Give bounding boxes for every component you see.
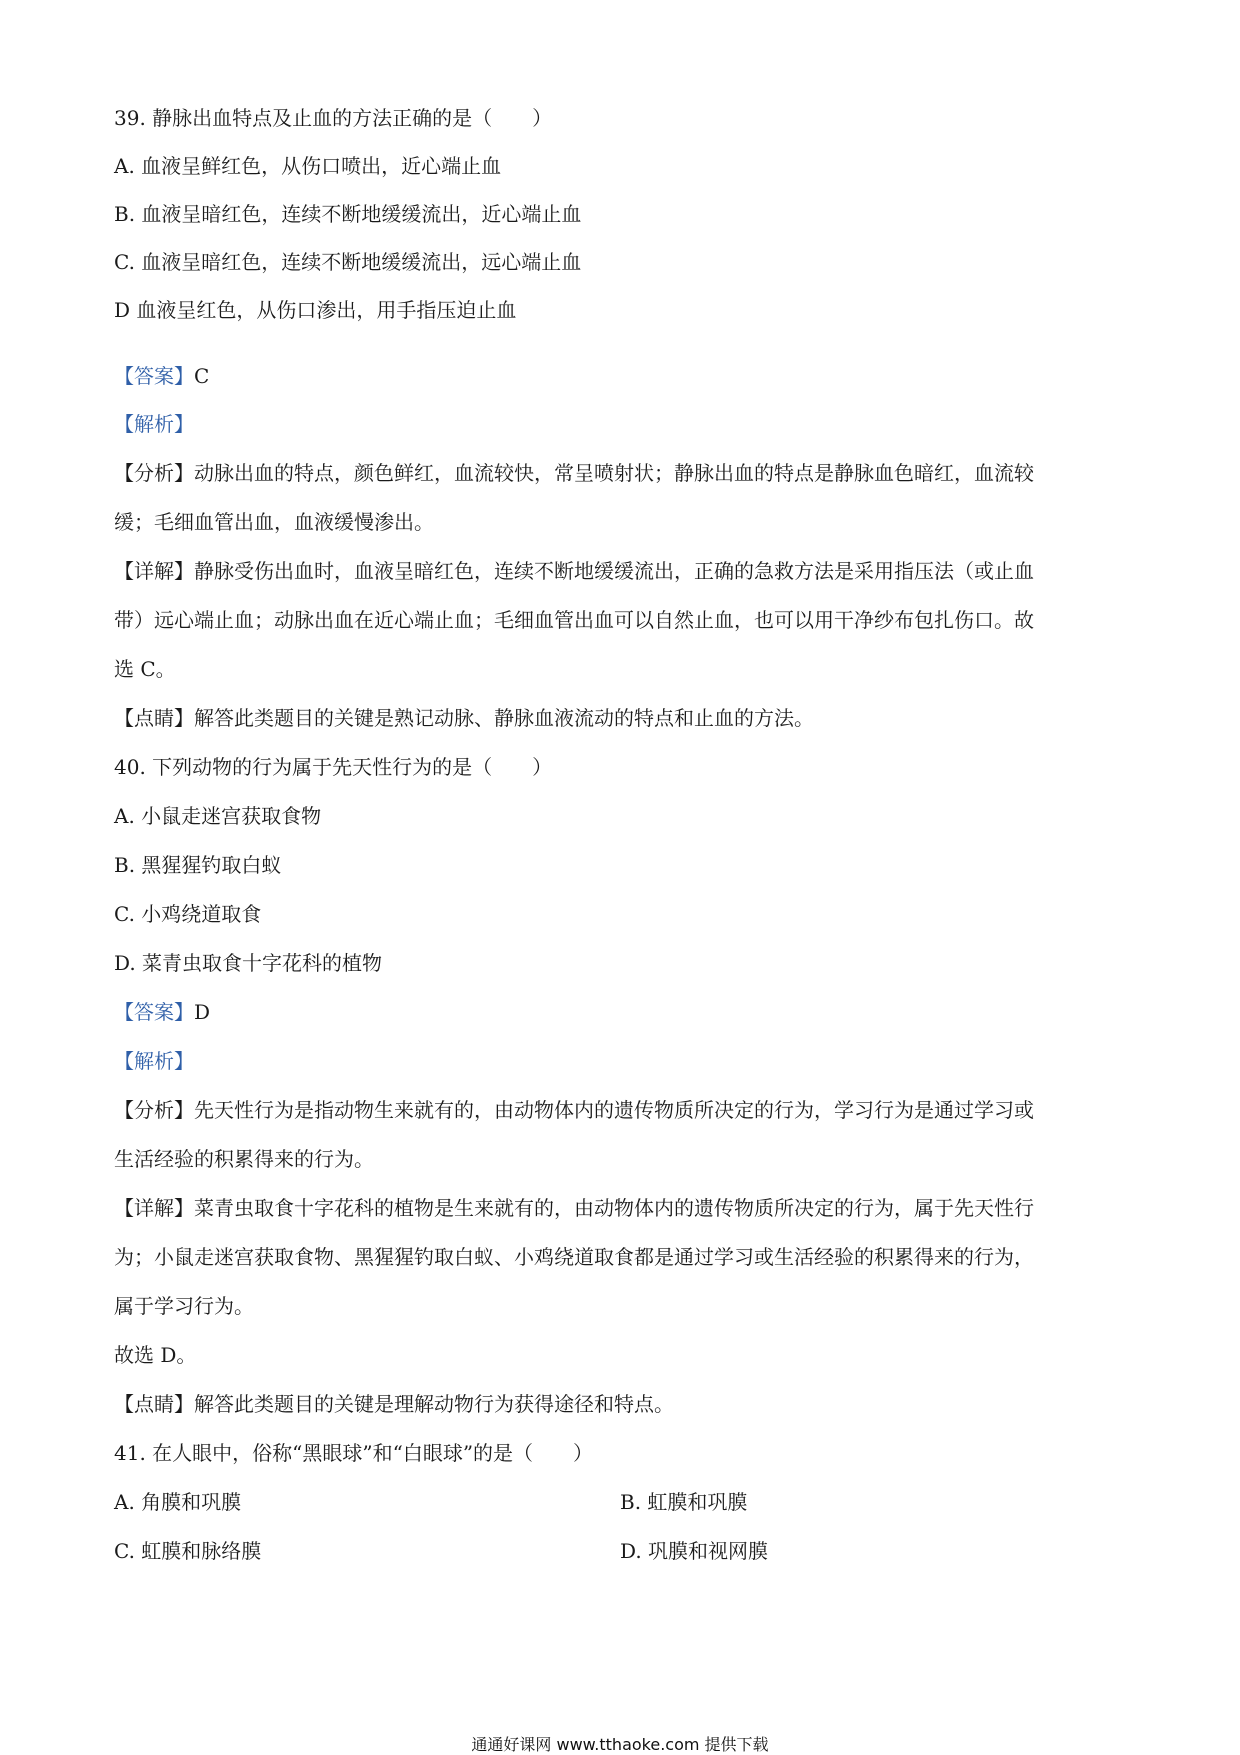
dianjing-tag: 【点睛】 [114,1392,194,1416]
answer-value: C [194,364,210,388]
answer-tag: 【答案】 [114,364,194,388]
analysis-tag: 【解析】 [114,412,194,436]
q40-stem: 40. 下列动物的行为属于先天性行为的是（ ） [114,755,553,779]
q40-xiangjie-line-3: 属于学习行为。 [114,1294,254,1318]
q40-guxuan-line: 故选 D。 [114,1343,197,1367]
q39-option-a: A. 血液呈鲜红色，从伤口喷出，近心端止血 [114,154,502,178]
q40-dianjing-line [114,1390,1134,1418]
q41-option-b: B. 虹膜和巩膜 [620,1490,748,1514]
q40-fenxi-line-1 [114,1096,1134,1124]
answer-tag: 【答案】 [114,1000,194,1024]
q41-option-a: A. 角膜和巩膜 [114,1490,242,1514]
xiangjie-tag: 【详解】 [114,559,194,583]
q39-option-d: D 血液呈红色，从伤口渗出，用手指压迫止血 [114,298,517,322]
q40-xiangjie-line-2: 为；小鼠走迷宫获取食物、黑猩猩钓取白蚁、小鸡绕道取食都是通过学习或生活经验的积累得来的行为， [114,1245,1034,1269]
q39-analysis-line [114,410,1134,438]
answer-value: D [194,1000,211,1024]
dianjing-tag: 【点睛】 [114,706,194,730]
q39-stem: 39. 静脉出血特点及止血的方法正确的是（ ） [114,106,553,130]
dianjing-text: 解答此类题目的关键是熟记动脉、静脉血液流动的特点和止血的方法。 [194,706,814,730]
q39-xiangjie-line-1 [114,557,1134,585]
q39-dianjing-line [114,704,1134,732]
q39-option-b: B. 血液呈暗红色，连续不断地缓缓流出，近心端止血 [114,202,582,226]
page-footer: 通通好课网 www.tthaoke.com 提供下载 [471,1735,769,1754]
q40-answer-line [114,998,1134,1026]
q39-fenxi-line-1 [114,459,1134,487]
fenxi-text: 先天性行为是指动物生来就有的，由动物体内的遗传物质所决定的行为，学习行为是通过学习或 [194,1098,1034,1122]
dianjing-text: 解答此类题目的关键是理解动物行为获得途径和特点。 [194,1392,674,1416]
q39-option-c: C. 血液呈暗红色，连续不断地缓缓流出，远心端止血 [114,250,582,274]
xiangjie-text: 静脉受伤出血时，血液呈暗红色，连续不断地缓缓流出，正确的急救方法是采用指压法（或止血 [194,559,1034,583]
q40-analysis-line [114,1047,1134,1075]
q40-option-b: B. 黑猩猩钓取白蚁 [114,853,282,877]
q39-fenxi-line-2: 缓；毛细血管出血，血液缓慢渗出。 [114,510,434,534]
q40-fenxi-line-2: 生活经验的积累得来的行为。 [114,1147,374,1171]
q41-option-d: D. 巩膜和视网膜 [620,1539,769,1563]
fenxi-tag: 【分析】 [114,1098,194,1122]
xiangjie-text: 菜青虫取食十字花科的植物是生来就有的，由动物体内的遗传物质所决定的行为，属于先天性行 [194,1196,1034,1220]
q41-stem: 41. 在人眼中，俗称“黑眼球”和“白眼球”的是（ ） [114,1441,594,1465]
q39-xiangjie-line-3: 选 C。 [114,657,176,681]
q40-option-c: C. 小鸡绕道取食 [114,902,262,926]
analysis-tag: 【解析】 [114,1049,194,1073]
q40-option-d: D. 菜青虫取食十字花科的植物 [114,951,383,975]
q41-option-c: C. 虹膜和脉络膜 [114,1539,262,1563]
q39-answer-line [114,362,1134,390]
xiangjie-tag: 【详解】 [114,1196,194,1220]
q39-xiangjie-line-2: 带）远心端止血；动脉出血在近心端止血；毛细血管出血可以自然止血，也可以用干净纱布包扎伤口。故 [114,608,1034,632]
fenxi-tag: 【分析】 [114,461,194,485]
q40-option-a: A. 小鼠走迷宫获取食物 [114,804,322,828]
fenxi-text: 动脉出血的特点，颜色鲜红，血流较快，常呈喷射状；静脉出血的特点是静脉血色暗红，血流较 [194,461,1034,485]
q40-xiangjie-line-1 [114,1194,1134,1222]
